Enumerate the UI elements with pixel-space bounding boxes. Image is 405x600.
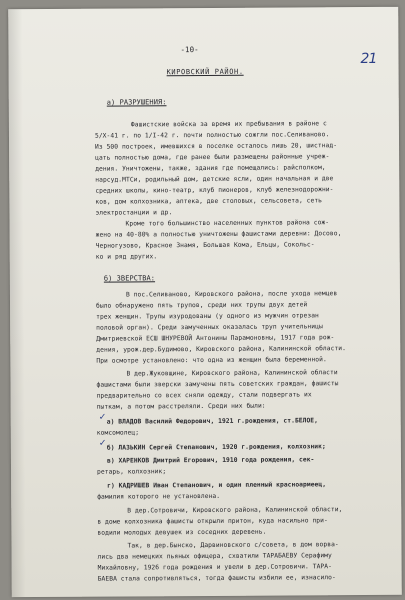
- paragraph-line: в доме колхозника фашисты открыли притон, куда насильно при-: [97, 517, 328, 526]
- victim-list-item: б) ЛАЗЬКИН Сергей Степанович, 1920 г.рождения, колхозник;: [106, 443, 326, 452]
- paragraph-line: было обнаружено пять трупов, среди них трупы двух детей: [96, 301, 308, 310]
- paragraph-line: Черногузово, Красное Знамя, Большая Кома, Ельцы, Сокольс-: [95, 241, 315, 250]
- paragraph-line: цать полностью дома, где ранее были размещены районные учреж-: [95, 153, 330, 162]
- section-heading-destruction: а) РАЗРУШЕНИЯ:: [106, 98, 167, 107]
- paragraph-line: Из 500 построек, имевшихся в поселке осталось лишь 20, шистнад-: [95, 142, 338, 151]
- paragraph-line: половой орган). Среди замученных оказалась труп учительницы: [96, 323, 323, 332]
- archive-number-mark: 21: [360, 50, 377, 68]
- paragraph-line: В пос.Селиваново, Кировского района, после ухода немцев: [125, 290, 338, 299]
- paragraph-line: Так, в дер.Бынско, Дарвиновского с/совета, в дом ворва-: [127, 541, 339, 550]
- victim-list-item: фамилия которого не установлена.: [97, 492, 221, 501]
- victim-list-item: а) ВЛАДОВ Василий Федорович, 1921 г.рождения, ст.БЕЛОЕ,: [106, 417, 319, 426]
- paragraph-line: дения, урож.дер.Будимово, Кировского района, Калининской области.: [96, 345, 346, 354]
- paragraph-line: Дмитриевской ЕСШ ШНУРЕВОЙ Антонины Парамоновны, 1917 года рож-: [96, 334, 335, 343]
- paragraph-line: Фашистские войска за время их пребывания в районе с: [130, 120, 327, 129]
- paragraph-line: ков, дом колхозника, аптека, две столовых, сельсовета, сеть: [95, 197, 323, 206]
- paragraph-line: лись два немецких пьяных офицера, схватили ТАРАБАЕВУ Серафиму: [97, 552, 332, 561]
- victim-list-item: комсомолец;: [96, 429, 140, 437]
- paragraph-line: водили молодых девушек из соседних деревень.: [97, 528, 267, 537]
- paragraph-line: пыткам, а потом расстреляли. Среди них были:: [96, 402, 266, 411]
- paragraph-line: предварительно со всех сняли одежду, стали подвергать их: [96, 391, 312, 400]
- paragraph-line: Кроме того большинство населенных пунктов района сож-: [125, 219, 330, 228]
- paragraph-line: дения. Уничтожены, также, здания где помещались: райсполком,: [95, 164, 326, 173]
- paragraph-line: электростанции и др.: [95, 209, 173, 217]
- paragraph-line: средних школы, кино-театр, клуб пионеров, клуб железнодорожни-: [95, 186, 334, 195]
- victim-list-item: г) КАДРИШЕВ Иван Степанович, и один пленный красноармеец,: [107, 481, 327, 490]
- section-heading-atrocities: б) ЗВЕРСТВА:: [103, 274, 156, 283]
- paragraph-line: В дер.Жуковщине, Кировского района, Калининской области: [126, 369, 338, 378]
- paragraph-line: трех женщин. Трупы изуродованы (у одного из мужчин отрезан: [96, 312, 319, 321]
- paragraph-line: жено на 40-80% а полностью уничтожены фашистами деревни: Досово,: [95, 230, 342, 239]
- victim-list-item: ретарь, колхозник;: [97, 468, 167, 476]
- document-page: [8, 7, 402, 597]
- paragraph-line: ко и ряд других.: [95, 253, 158, 261]
- pen-tick-mark: ✓: [98, 438, 107, 449]
- paragraph-line: Михайловну, 1926 года рождения и увели в дер.Сотровичи. ТАРА-: [97, 563, 332, 572]
- paragraph-line: В дер.Сотровичи, Кировского района, Калининской области,: [127, 506, 343, 515]
- pen-tick-mark: ✓: [98, 412, 107, 423]
- paragraph-line: нарсуд.МТСи, родильный дом, детские ясли, один начальная и две: [95, 175, 334, 184]
- paragraph-line: БАЕВА стала сопротивляться, тогда фашисты избили ее, изнасило-: [97, 574, 336, 583]
- document-text: [8, 7, 398, 583]
- victim-list-item: в) ХАРЕНКОВ Дмитрий Егорович, 1910 года рождения, сек-: [106, 456, 315, 465]
- paragraph-line: При осмотре установлено: что одна из женщин была беременной.: [96, 356, 327, 365]
- paragraph-line: 5/X-41 г. по 1/I-42 г. почти полностью сожгли пос.Селиваново.: [94, 131, 330, 140]
- page-number: -10-: [180, 45, 199, 55]
- paragraph-line: фашистами были зверски замучены пять советских граждан, фашисты: [96, 380, 339, 389]
- document-title: КИРОВСКИЙ РАЙОН.: [166, 67, 244, 77]
